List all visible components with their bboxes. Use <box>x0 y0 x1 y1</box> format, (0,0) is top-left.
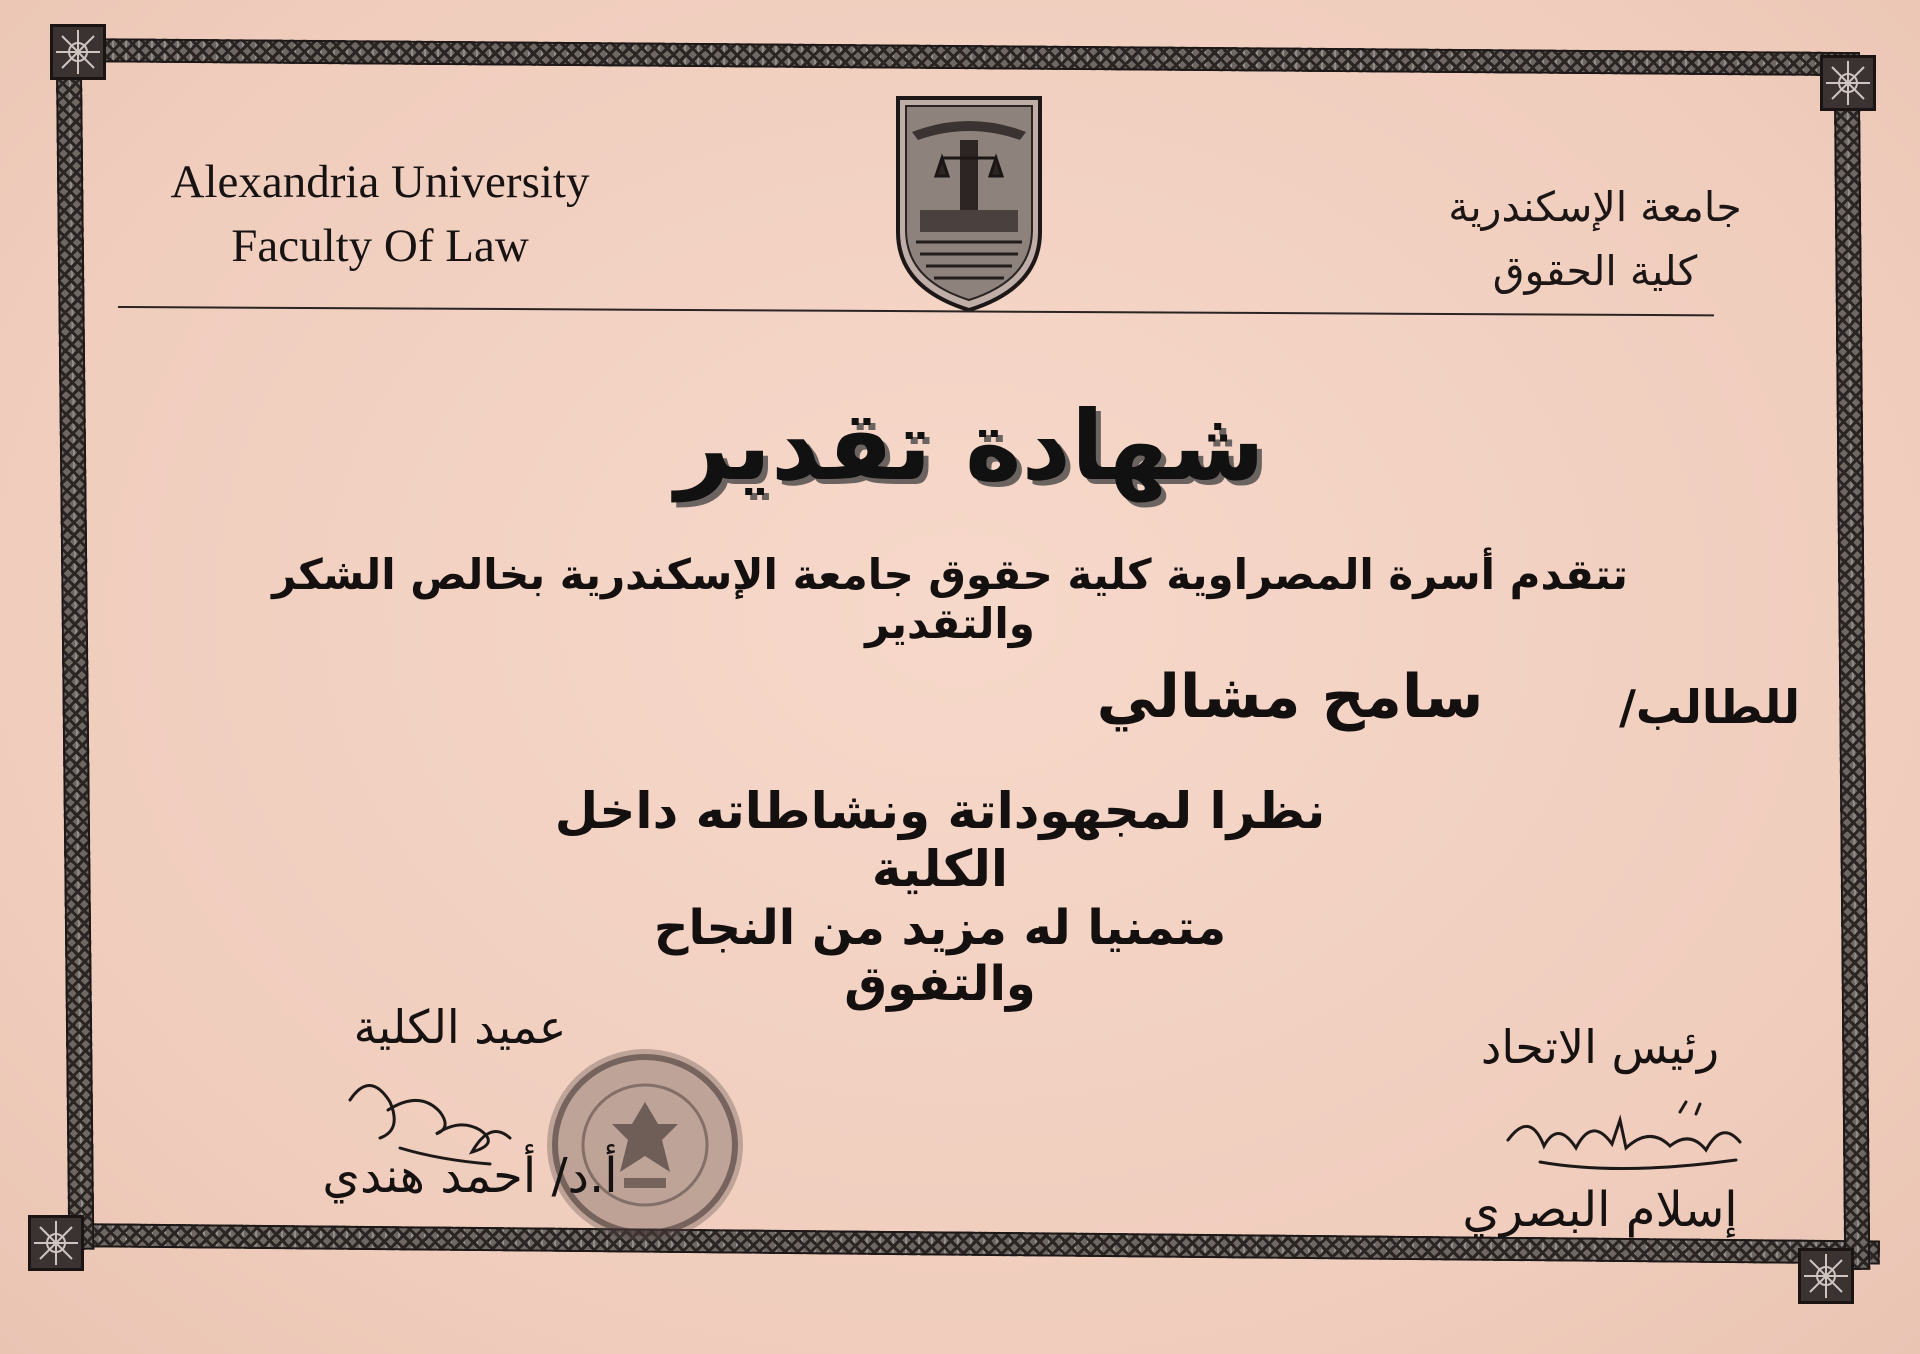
certificate-reason: نظرا لمجهوداتة ونشاطاته داخل الكلية <box>554 782 1326 898</box>
university-header-en <box>140 150 620 278</box>
university-name-ar: جامعة الإسكندرية <box>1448 183 1742 231</box>
corner-ornament-icon <box>1820 55 1876 111</box>
university-name-en: Alexandria University <box>170 156 590 208</box>
certificate-wish: متمنيا له مزيد من النجاح والتفوق <box>653 900 1227 1012</box>
student-name: سامح مشالي <box>1096 662 1484 732</box>
president-name: إسلام البصري <box>1462 1182 1738 1238</box>
president-handwritten-signature <box>1500 1090 1750 1180</box>
faculty-name-en: Faculty Of Law <box>231 220 529 272</box>
official-seal-stamp-icon <box>540 1040 750 1250</box>
corner-ornament-icon <box>1798 1248 1854 1304</box>
corner-ornament-icon <box>50 24 106 80</box>
certificate-intro: تتقدم أسرة المصراوية كلية حقوق جامعة الإسكندرية بخالص الشكر والتقدير <box>272 550 1628 648</box>
dean-name: أ.د/ أحمد هندي <box>322 1148 618 1204</box>
corner-ornament-icon <box>28 1215 84 1271</box>
faculty-name-ar: كلية الحقوق <box>1492 247 1698 295</box>
student-label: للطالب/ <box>1619 680 1800 734</box>
university-shield-emblem-icon <box>890 92 1048 314</box>
dean-title: عميد الكلية <box>353 1000 567 1054</box>
president-title: رئيس الاتحاد <box>1480 1020 1720 1074</box>
university-header-ar <box>1400 175 1790 303</box>
certificate-title: شهادة تقدير <box>675 390 1265 502</box>
